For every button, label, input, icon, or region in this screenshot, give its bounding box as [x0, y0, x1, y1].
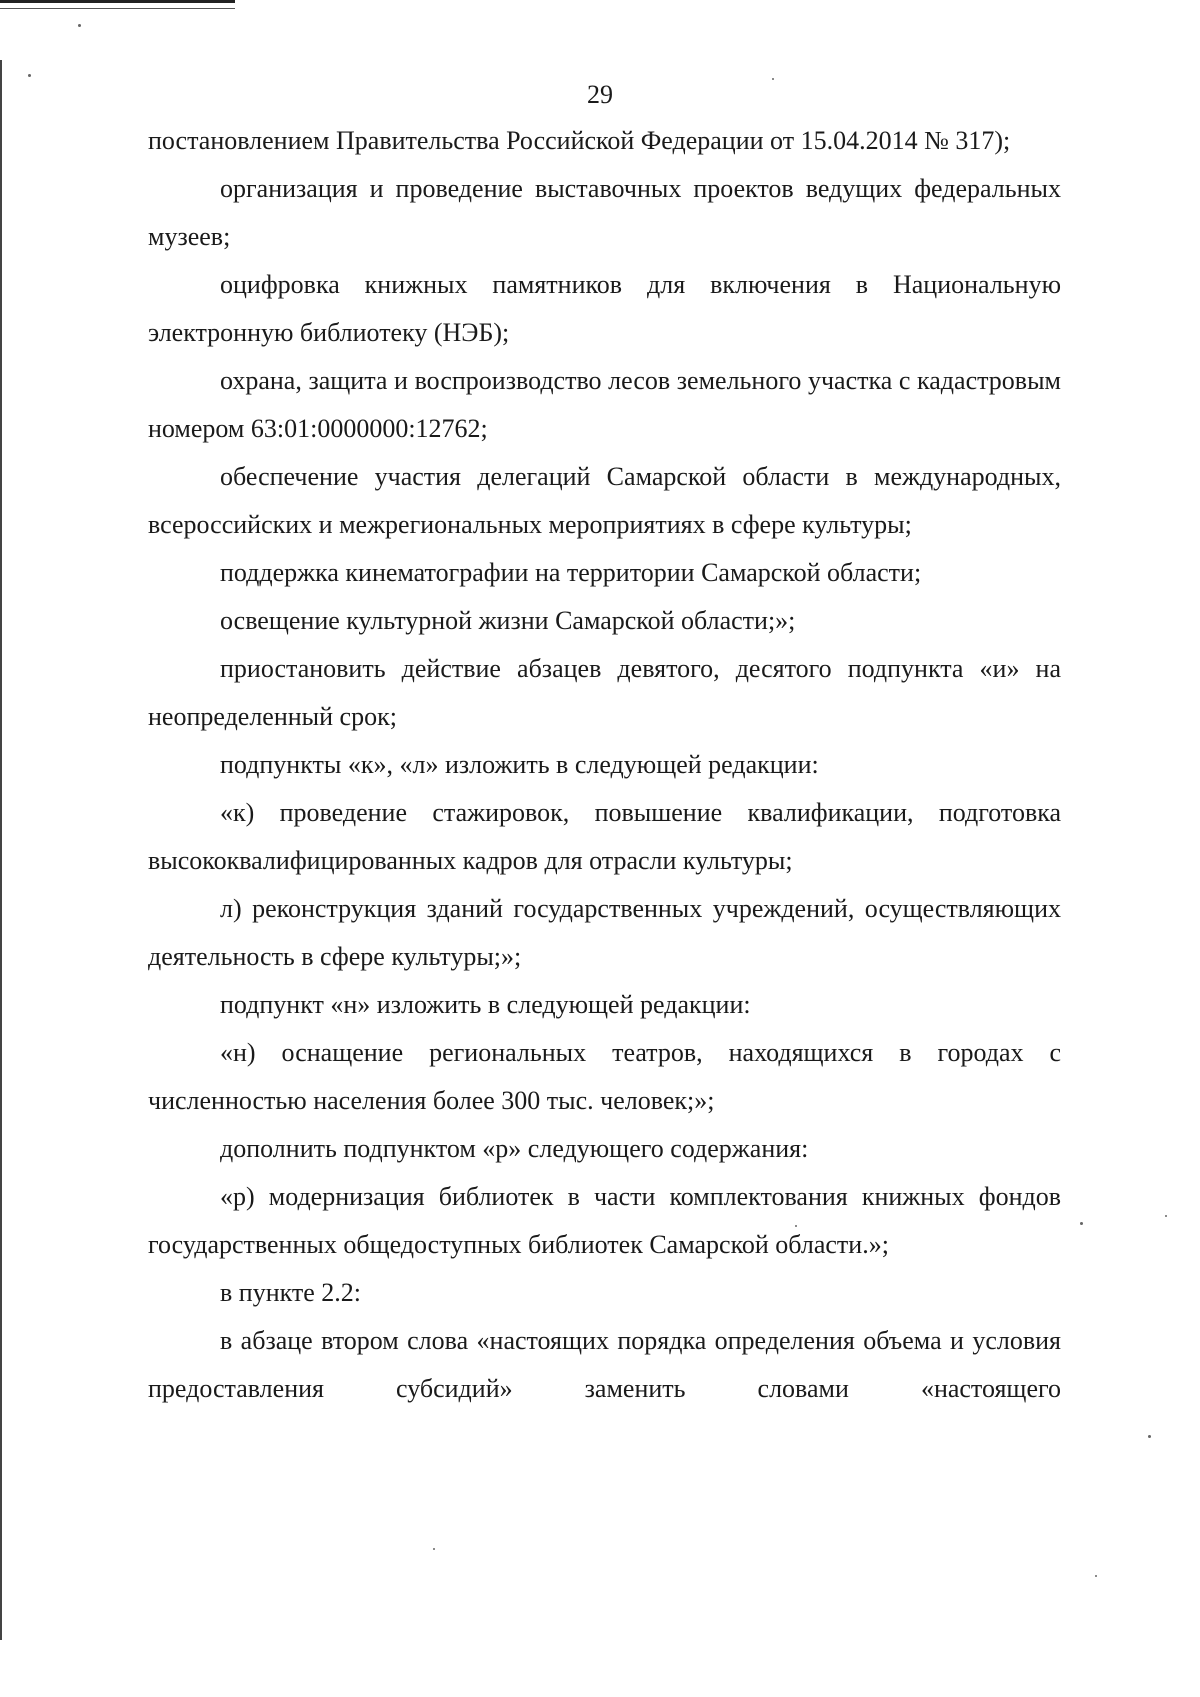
paragraph: в абзаце втором слова «настоящих порядка определения объема и условия предоставления субсидий» заменить словами «настоящего: [148, 1326, 1061, 1403]
paragraph: поддержка кинематографии на территории Самарской области;: [220, 558, 922, 587]
paragraph: л) реконструкция зданий государственных учреждений, осуществляющих деятельность в сфере культуры;»;: [148, 894, 1061, 971]
scan-speck: [772, 78, 774, 80]
paragraph: подпункт «н» изложить в следующей редакции:: [220, 990, 751, 1019]
paragraph: обеспечение участия делегаций Самарской области в международных, всероссийских и межрегиональных мероприятиях в сфере культуры;: [148, 462, 1061, 539]
scan-speck: [1165, 1215, 1167, 1217]
paragraph: подпункты «к», «л» изложить в следующей редакции:: [220, 750, 819, 779]
scan-speck: [1148, 1435, 1151, 1438]
scan-edge: [0, 8, 235, 9]
paragraph: «н) оснащение региональных театров, находящихся в городах с численностью населения более 300 тыс. человек;»;: [148, 1038, 1061, 1115]
paragraph: оцифровка книжных памятников для включения в Национальную электронную библиотеку (НЭБ);: [148, 270, 1061, 347]
page-number: 29: [587, 80, 613, 109]
paragraph: «к) проведение стажировок, повышение квалификации, подготовка высококвалифицированных кадров для отрасли культуры;: [148, 798, 1061, 875]
paragraph: организация и проведение выставочных проектов ведущих федеральных музеев;: [148, 174, 1061, 251]
paragraph: постановлением Правительства Российской Федерации от 15.04.2014 № 317);: [148, 126, 1011, 155]
scan-speck: [1080, 1222, 1083, 1225]
paragraph: приостановить действие абзацев девятого, десятого подпункта «и» на неопределенный срок;: [148, 654, 1061, 731]
document-body: [148, 117, 1061, 1413]
scan-speck: [795, 1225, 797, 1227]
paragraph: освещение культурной жизни Самарской области;»;: [220, 606, 796, 635]
paragraph: «р) модернизация библиотек в части комплектования книжных фондов государственных общедоступных библиотек Самарской области.»;: [148, 1182, 1061, 1259]
paragraph: дополнить подпунктом «р» следующего содержания:: [220, 1134, 809, 1163]
paragraph: охрана, защита и воспроизводство лесов земельного участка с кадастровым номером 63:01:0000000:12762;: [148, 366, 1061, 443]
scan-speck: [1095, 1575, 1097, 1577]
scan-speck: [78, 24, 81, 27]
scan-edge: [0, 60, 2, 1640]
scan-edge: [0, 0, 235, 3]
paragraph: в пункте 2.2:: [220, 1278, 362, 1307]
scan-speck: [433, 1548, 435, 1550]
scan-speck: [28, 74, 31, 77]
